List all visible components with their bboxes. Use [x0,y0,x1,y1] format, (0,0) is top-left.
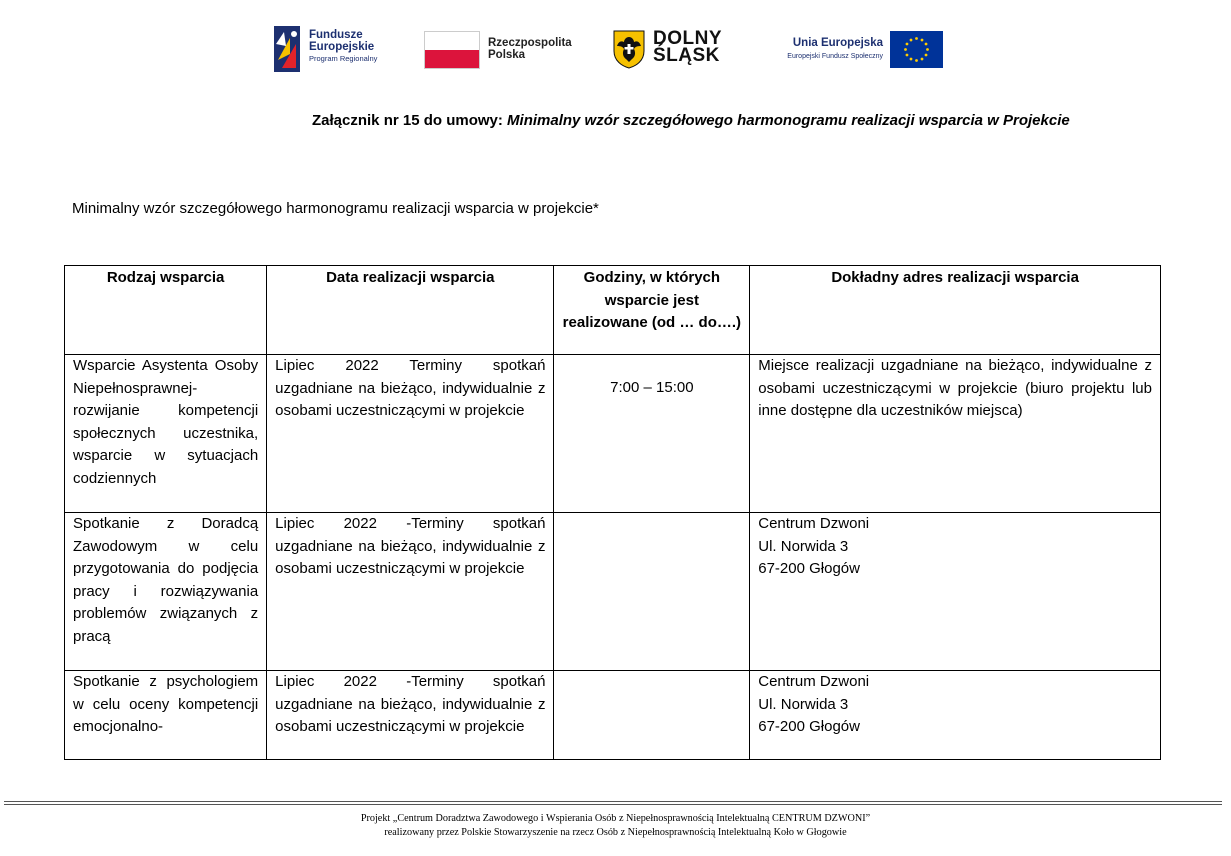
footer-line1: Projekt „Centrum Doradztwa Zawodowego i Wspierania Osób z Niepełnosprawnością Intelektualną CENTRUM DZWONI” [360,813,871,824]
cell-hours [554,513,750,671]
eu-star [926,48,929,51]
header-address: Dokładny adres realizacji wsparcia [750,266,1161,355]
table-row [65,671,1161,760]
eu-star [910,39,913,42]
hours-value: 7:00 – 15:00 [610,379,694,396]
address-line: Centrum Dzwoni [758,673,870,690]
ue-line1: Unia Europejska [792,37,883,49]
fe-line2: Europejskie [309,41,375,53]
page-footer [0,812,1231,840]
rp-line2: Polska [488,49,526,61]
ds-line1: DOLNY [653,28,722,49]
rp-line1: Rzeczpospolita [488,37,572,49]
footer-divider [4,801,1222,802]
ue-line2: Europejski Fundusz Społeczny [787,53,883,60]
eu-flag-icon [890,31,943,68]
table-header-row [65,266,1161,355]
cell-hours [554,671,750,760]
annex-italic: Minimalny wzór szczegółowego harmonogramu realizacji wsparcia w Projekcie [507,112,1070,129]
eu-star [904,48,907,51]
fe-line3: Program Regionalny [309,54,378,63]
poland-logo [424,24,584,72]
eu-star [925,54,928,57]
cell-address: Miejsce realizacji uzgadniane na bieżąco, indywidualne z osobami uczestniczącymi w projekcie (biuro projektu lub inne dostępne dla uczestników miejsca) [750,355,1161,513]
header-hours: Godziny, w których wsparcie jest realizowane (od … do….) [554,266,750,355]
cell-support-type: Spotkanie z psychologiem w celu oceny kompetencji emocjonalno- [65,671,267,760]
eu-star [915,59,918,62]
header-date: Data realizacji wsparcia [267,266,554,355]
ds-line2: ŚLĄSK [653,45,720,66]
cell-date: Lipiec 2022 Terminy spotkań uzgadniane na bieżąco, indywidualnie z osobami uczestniczącymi w projekcie [267,355,554,513]
address-line: 67-200 Głogów [758,718,860,735]
document-subtitle: Minimalny wzór szczegółowego harmonogramu realizacji wsparcia w projekcie* [72,200,599,217]
table-row [65,513,1161,671]
address-line: Ul. Norwida 3 [758,695,849,713]
logo-strip [0,24,1231,76]
cell-date: Lipiec 2022 -Terminy spotkań uzgadniane na bieżąco, indywidualnie z osobami uczestniczącymi w projekcie [267,513,554,671]
cell-address [750,671,1161,760]
eu-star [921,39,924,42]
cell-date: Lipiec 2022 -Terminy spotkań uzgadniane na bieżąco, indywidualnie z osobami uczestniczącymi w projekcie [267,671,554,760]
annex-heading [312,112,1070,129]
address-line: 67-200 Głogów [758,560,860,577]
cell-support-type: Wsparcie Asystenta Osoby Niepełnosprawnej- rozwijanie kompetencji społecznych uczestnika, wsparcie w sytuacjach codziennych [65,355,267,513]
lower-silesia-logo [612,24,732,72]
cell-hours [554,355,750,513]
address-line: Ul. Norwida 3 [758,537,849,555]
cell-support-type: Spotkanie z Doradcą Zawodowym w celu przygotowania do podjęcia pracy i rozwiązywania problemów związanych z pracą [65,513,267,671]
eu-star [925,43,928,46]
eu-star [921,58,924,61]
address-line: Centrum Dzwoni [758,515,870,532]
header-support-type: Rodzaj wsparcia [65,266,267,355]
eu-star [910,58,913,61]
schedule-table [64,265,1161,760]
footer-divider [4,804,1222,805]
table-row [65,355,1161,513]
poland-flag-icon [424,31,480,69]
annex-bold: Załącznik nr 15 do umowy: [312,112,508,129]
eu-star [915,37,918,40]
lower-silesia-eagle-icon [612,29,646,69]
eu-logo [763,24,948,72]
footer-line2: realizowany przez Polskie Stowarzyszenie na rzecz Osób z Niepełnosprawnością Intelektualną Koło w Głogowie [384,827,847,838]
eu-star [906,54,909,57]
funds-europe-logo [272,24,402,74]
fe-line1: Fundusze [309,29,363,41]
cell-address [750,513,1161,671]
funds-europe-logo-icon [272,24,302,74]
eu-star [906,43,909,46]
